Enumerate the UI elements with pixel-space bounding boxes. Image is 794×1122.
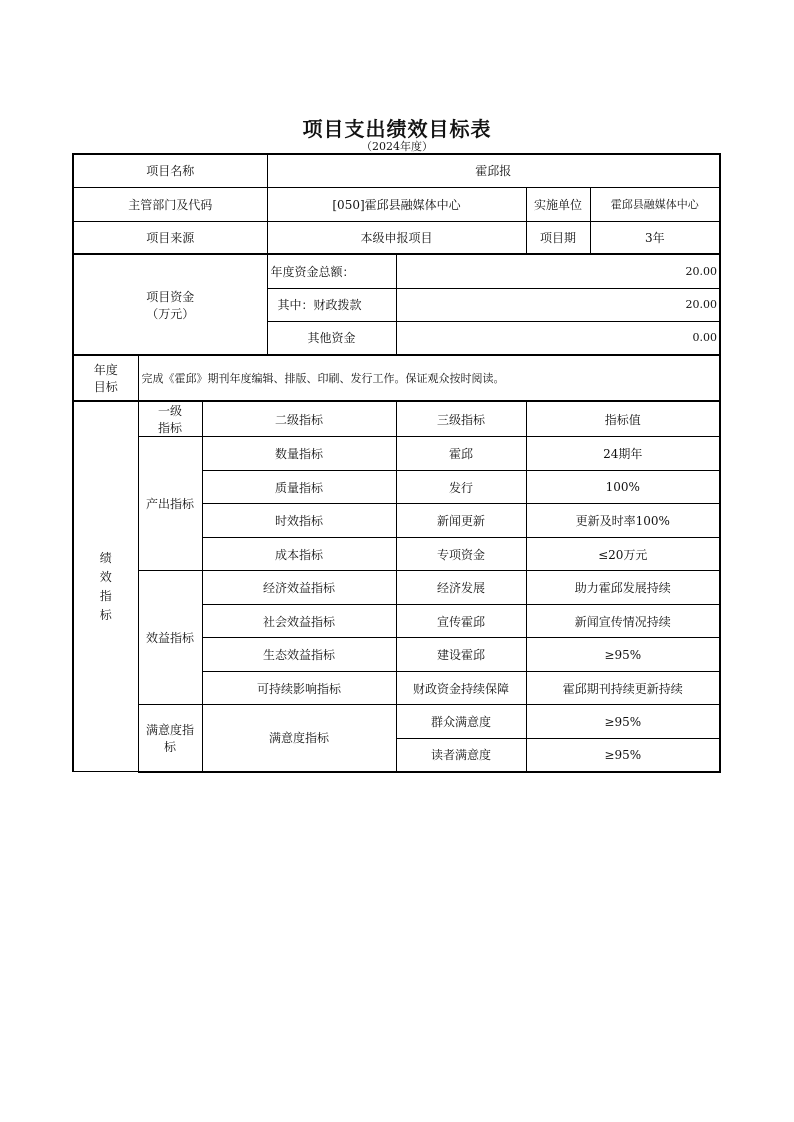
funds-other-label: 其他资金 — [267, 321, 396, 355]
table-row — [73, 437, 720, 471]
project-name-value: 霍邱报 — [267, 154, 720, 187]
level2-cell: 生态效益指标 — [202, 638, 396, 672]
level3-cell: 财政资金持续保障 — [396, 672, 526, 705]
row-funds-total — [73, 254, 720, 288]
funds-fiscal-value: 20.00 — [396, 288, 720, 321]
benefit-indicator-label: 效益指标 — [138, 571, 202, 705]
value-cell: 新闻宣传情况持续 — [526, 605, 720, 638]
value-cell: ≥95% — [526, 638, 720, 672]
source-label: 项目来源 — [73, 221, 267, 254]
row-department — [73, 187, 720, 221]
funds-other-value: 0.00 — [396, 321, 720, 355]
dept-value: [050]霍邱县融媒体中心 — [267, 187, 526, 221]
goal-text: 完成《霍邱》期刊年度编辑、排版、印刷、发行工作。保证观众按时阅读。 — [138, 355, 720, 401]
value-cell: 100% — [526, 471, 720, 504]
level2-cell: 时效指标 — [202, 504, 396, 538]
performance-target-table — [72, 153, 721, 773]
header-level1 — [138, 401, 202, 437]
dept-label: 主管部门及代码 — [73, 187, 267, 221]
funds-label — [73, 254, 267, 355]
satisfaction-label-line1: 满意度指 — [145, 722, 194, 737]
funds-total-label: 年度资金总额： — [267, 254, 396, 288]
value-cell: ≥95% — [526, 705, 720, 739]
output-indicator-label: 产出指标 — [138, 437, 202, 571]
header-value: 指标值 — [526, 401, 720, 437]
funds-total-value: 20.00 — [396, 254, 720, 288]
value-cell: 更新及时率100% — [526, 504, 720, 538]
impl-unit-value: 霍邱县融媒体中心 — [590, 187, 720, 221]
indicators-section-label — [73, 401, 138, 772]
source-value: 本级申报项目 — [267, 221, 526, 254]
section-char-1: 绩 — [99, 550, 112, 565]
satisfaction-label-line2: 标 — [163, 739, 176, 754]
goal-label-line2: 目标 — [93, 380, 118, 394]
funds-fiscal-label: 其中：财政拨款 — [267, 288, 396, 321]
level2-cell: 数量指标 — [202, 437, 396, 471]
value-cell: 24期年 — [526, 437, 720, 471]
header-level2: 二级指标 — [202, 401, 396, 437]
level2-cell: 成本指标 — [202, 538, 396, 571]
funds-label-line2: （万元） — [146, 306, 195, 321]
goal-label — [73, 355, 138, 401]
section-char-2: 效 — [99, 569, 112, 584]
value-cell: ≥95% — [526, 739, 720, 772]
satisfaction-level2: 满意度指标 — [202, 705, 396, 772]
level2-cell: 可持续影响指标 — [202, 672, 396, 705]
value-cell: ≤20万元 — [526, 538, 720, 571]
table-row — [73, 705, 720, 739]
row-source — [73, 221, 720, 254]
level2-cell: 社会效益指标 — [202, 605, 396, 638]
header-level1-line1: 一级 — [157, 404, 182, 418]
row-project-name — [73, 154, 720, 187]
period-label: 项目期 — [526, 221, 590, 254]
level3-cell: 读者满意度 — [396, 739, 526, 772]
page-subtitle-year: （2024年度） — [361, 140, 433, 153]
project-name-label: 项目名称 — [73, 154, 267, 187]
value-cell: 助力霍邱发展持续 — [526, 571, 720, 605]
header-level3: 三级指标 — [396, 401, 526, 437]
row-annual-goal — [73, 355, 720, 401]
satisfaction-indicator-label — [138, 705, 202, 772]
level3-cell: 建设霍邱 — [396, 638, 526, 672]
row-indicator-header — [73, 401, 720, 437]
level3-cell: 霍邱 — [396, 437, 526, 471]
goal-label-line1: 年度 — [93, 363, 118, 377]
level3-cell: 宣传霍邱 — [396, 605, 526, 638]
value-cell: 霍邱期刊持续更新持续 — [526, 672, 720, 705]
impl-unit-label: 实施单位 — [526, 187, 590, 221]
level3-cell: 经济发展 — [396, 571, 526, 605]
level3-cell: 群众满意度 — [396, 705, 526, 739]
level3-cell: 专项资金 — [396, 538, 526, 571]
level2-cell: 经济效益指标 — [202, 571, 396, 605]
header-level1-line2: 指标 — [157, 421, 182, 435]
funds-label-line1: 项目资金 — [146, 289, 195, 304]
level2-cell: 质量指标 — [202, 471, 396, 504]
section-char-3: 指 — [99, 588, 112, 603]
level3-cell: 新闻更新 — [396, 504, 526, 538]
section-char-4: 标 — [99, 607, 112, 622]
page-title: 项目支出绩效目标表 — [302, 117, 492, 141]
period-value: 3年 — [590, 221, 720, 254]
table-row — [73, 571, 720, 605]
level3-cell: 发行 — [396, 471, 526, 504]
